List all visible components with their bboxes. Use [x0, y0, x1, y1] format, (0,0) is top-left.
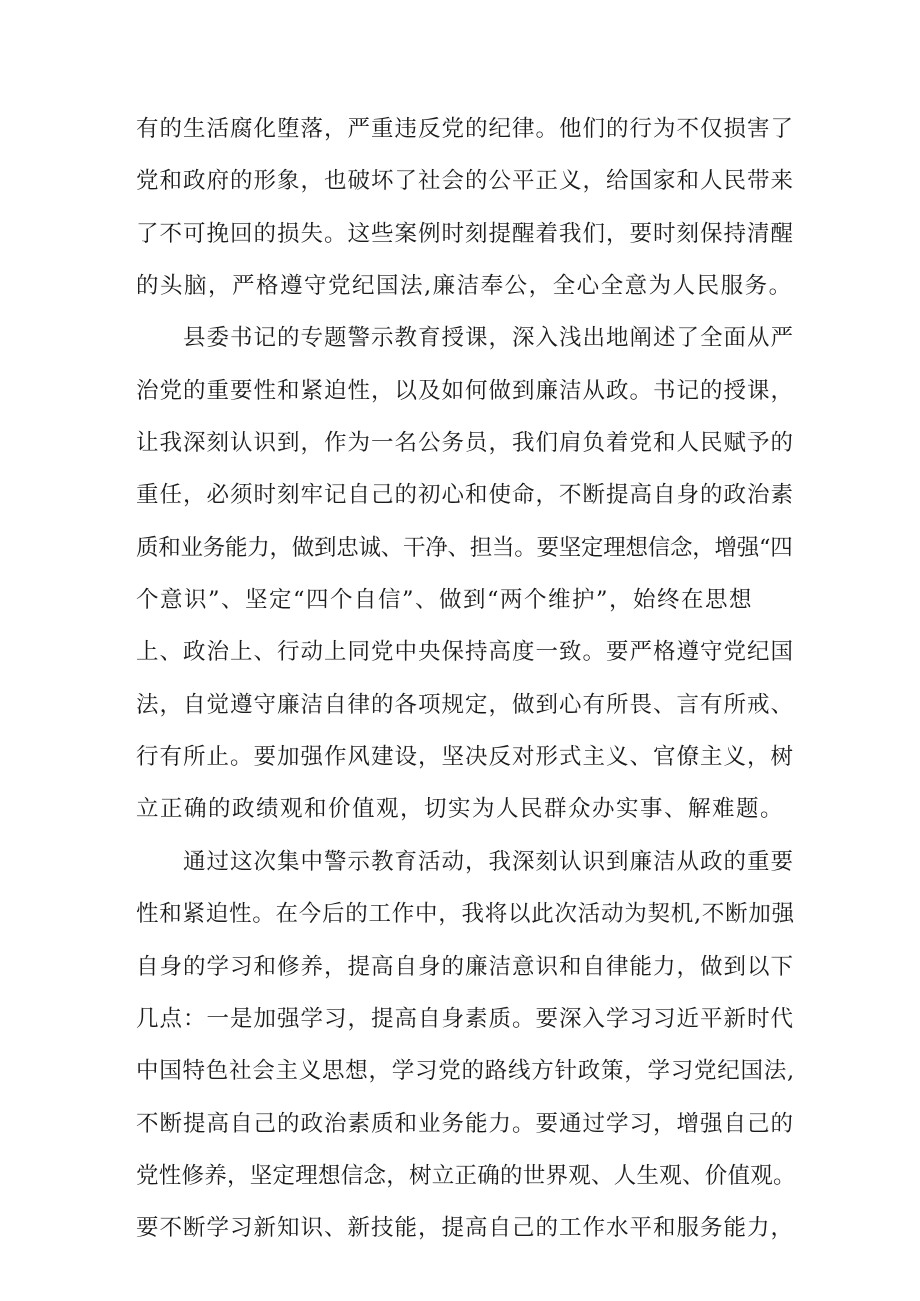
text-line: 治党的重要性和紧迫性，以及如何做到廉洁从政。书记的授课，: [136, 377, 795, 404]
paragraph-first-line: 县委书记的专题警示教育授课，深入浅出地阐述了全面从严: [183, 325, 795, 352]
text-line: 立正确的政绩观和价值观，切实为人民群众办实事、解难题。: [136, 796, 785, 823]
text-line: 行有所止。要加强作风建设，坚决反对形式主义、官僚主义，树: [136, 744, 795, 771]
text-line: 让我深刻认识到，作为一名公务员，我们肩负着党和人民赋予的: [136, 430, 795, 457]
text-line: 质和业务能力，做到忠诚、干净、担当。要坚定理想信念，增强“四: [136, 534, 793, 561]
text-line: 上、政治上、行动上同党中央保持高度一致。要严格遵守党纪国: [136, 639, 795, 666]
text-line: 个意识”、坚定“四个自信”、做到“两个维护”，始终在思想: [136, 587, 754, 614]
text-line: 有的生活腐化堕落，严重违反党的纪律。他们的行为不仅损害了: [136, 116, 795, 142]
text-line: 几点：一是加强学习，提高自身素质。要深入学习习近平新时代: [136, 1005, 795, 1032]
text-line: 不断提高自己的政治素质和业务能力。要通过学习，增强自己的: [136, 1110, 795, 1137]
text-line: 性和紧迫性。在今后的工作中，我将以此次活动为契机,不断加强: [136, 901, 795, 928]
text-line: 了不可挽回的损失。这些案例时刻提醒着我们，要时刻保持清醒: [136, 220, 795, 247]
text-line: 重任，必须时刻牢记自己的初心和使命，不断提高自身的政治素: [136, 482, 795, 509]
text-line: 的头脑，严格遵守党纪国法,廉洁奉公，全心全意为人民服务。: [136, 273, 793, 300]
text-line: 中国特色社会主义思想，学习党的路线方针政策，学习党纪国法,: [136, 1058, 795, 1085]
text-line: 党和政府的形象，也破坏了社会的公平正义，给国家和人民带来: [136, 168, 795, 195]
paragraph-first-line: 通过这次集中警示教育活动，我深刻认识到廉洁从政的重要: [183, 848, 795, 875]
body-text: [136, 103, 796, 1255]
text-line: 法，自觉遵守廉洁自律的各项规定，做到心有所畏、言有所戒、: [136, 691, 795, 718]
text-line: 党性修养，坚定理想信念，树立正确的世界观、人生观、价值观。: [136, 1162, 796, 1189]
text-line: 要不断学习新知识、新技能，提高自己的工作水平和服务能力，: [136, 1215, 795, 1242]
text-line: 自身的学习和修养，提高自身的廉洁意识和自律能力，做到以下: [136, 953, 795, 980]
